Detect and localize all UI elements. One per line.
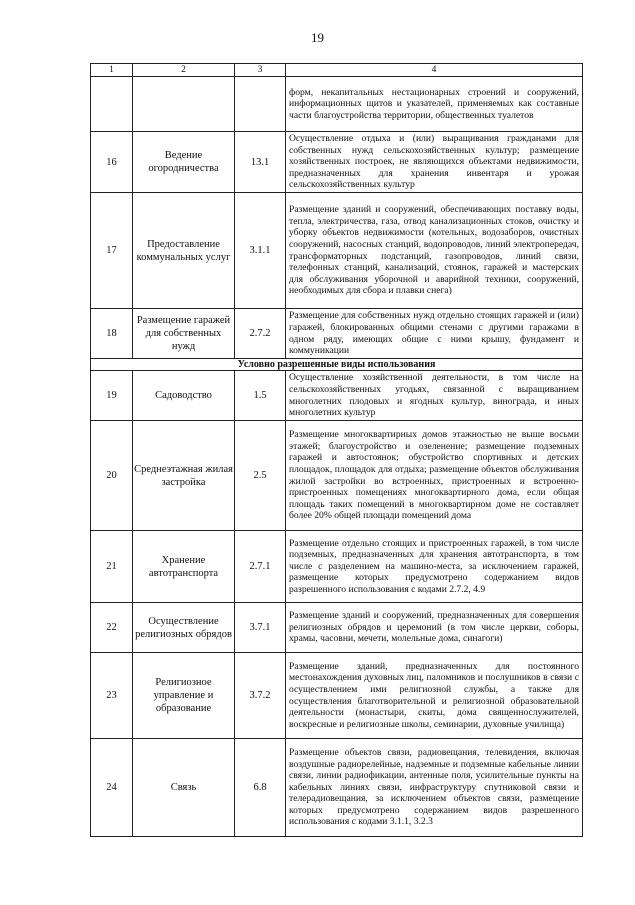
row-number: 18 — [91, 309, 133, 359]
row-code: 6.8 — [235, 739, 286, 837]
land-use-table — [90, 63, 583, 837]
row-description: Осуществление отдыха и (или) выращивания гражданами для собственных нужд сельскохозяйственных культур; размещение хозяйственных построек, не являющихся объектами недвижимости, предназначенных для хранения инвентаря и урожая сельскохозяйственных культур — [286, 132, 583, 193]
row-number: 22 — [91, 603, 133, 653]
row-code: 3.7.2 — [235, 653, 286, 739]
table-header-row — [91, 64, 583, 77]
table-row — [91, 653, 583, 739]
table-row — [91, 371, 583, 421]
row-number: 23 — [91, 653, 133, 739]
row-use-name: Садоводство — [133, 371, 235, 421]
row-number: 21 — [91, 531, 133, 603]
row-code: 13.1 — [235, 132, 286, 193]
table-row — [91, 739, 583, 837]
row-use-name: Осуществление религиозных обрядов — [133, 603, 235, 653]
row-use-name: Ведение огородничества — [133, 132, 235, 193]
table-row-continuation — [91, 77, 583, 132]
continuation-description: форм, некапитальных нестационарных строений и сооружений, информационных щитов и указателей, применяемых как составные части благоустройства территории, общественных туалетов — [286, 77, 583, 132]
page-number: 19 — [311, 30, 324, 45]
section-title: Условно разрешенные виды использования — [91, 359, 583, 371]
table-row — [91, 531, 583, 603]
table-row — [91, 421, 583, 531]
row-number: 20 — [91, 421, 133, 531]
row-number: 19 — [91, 371, 133, 421]
row-use-name: Религиозное управление и образование — [133, 653, 235, 739]
table-row — [91, 309, 583, 359]
header-col-2: 2 — [133, 64, 235, 77]
row-description: Размещение многоквартирных домов этажностью не выше восьми этажей; благоустройство и озеленение; размещение подземных гаражей и автостоянок; обустройство спортивных и детских площадок, площадок для отдыха; размещение объектов обслуживания жилой застройки во встроенных, пристроенных и встроенно-пристроенных помещениях многоквартирного дома, если общая площадь таких помещений в многоквартирном доме не составляет более 20% общей площади помещений дома — [286, 421, 583, 531]
row-description: Размещение для собственных нужд отдельно стоящих гаражей и (или) гаражей, блокированных общими стенами с другими гаражами в одном ряду, имеющих общие с ними крышу, фундамент и коммуникации — [286, 309, 583, 359]
row-description: Размещение зданий и сооружений, предназначенных для совершения религиозных обрядов и церемоний (в том числе церкви, соборы, храмы, часовни, мечети, молельные дома, синагоги) — [286, 603, 583, 653]
row-use-name: Размещение гаражей для собственных нужд — [133, 309, 235, 359]
row-use-name: Хранение автотранспорта — [133, 531, 235, 603]
table-row — [91, 132, 583, 193]
row-use-name: Среднеэтажная жилая застройка — [133, 421, 235, 531]
row-code: 3.1.1 — [235, 193, 286, 309]
table-row — [91, 603, 583, 653]
row-description: Размещение объектов связи, радиовещания, телевидения, включая воздушные радиорелейные, надземные и подземные кабельные линии связи, линии радиофикации, антенные поля, усилительные пункты на кабельных линиях связи, инфраструктуру спутниковой связи и телерадиовещания, за исключением объектов связи, размещение которых предусмотрено содержанием видов разрешенного использования с кодами 3.1.1, 3.2.3 — [286, 739, 583, 837]
row-description: Осуществление хозяйственной деятельности, в том числе на сельскохозяйственных угодьях, связанной с выращиванием многолетних плодовых и ягодных культур, винограда, и иных многолетних культур — [286, 371, 583, 421]
row-description: Размещение зданий и сооружений, обеспечивающих поставку воды, тепла, электричества, газа, отвод канализационных стоков, очистку и уборку объектов недвижимости (котельных, водозаборов, очистных сооружений, насосных станций, водопроводов, линий электропередач, трансформаторных подстанций, газопроводов, линий связи, телефонных станций, канализаций, стоянок, гаражей и мастерских для обслуживания уборочной и аварийной техники, сооружений, необходимых для сбора и плавки снега) — [286, 193, 583, 309]
row-use-name: Связь — [133, 739, 235, 837]
table-row — [91, 193, 583, 309]
row-code: 1.5 — [235, 371, 286, 421]
section-header-row — [91, 359, 583, 371]
row-number: 17 — [91, 193, 133, 309]
row-number: 24 — [91, 739, 133, 837]
row-number: 16 — [91, 132, 133, 193]
row-description: Размещение зданий, предназначенных для постоянного местонахождения духовных лиц, паломников и послушников в связи с осуществлением ими религиозной службы, а также для осуществления благотворительной и религиозной образовательной деятельности (монастыри, скиты, дома священнослужителей, воскресные и религиозные школы, семинарии, духовные училища) — [286, 653, 583, 739]
row-code: 2.5 — [235, 421, 286, 531]
row-code: 2.7.2 — [235, 309, 286, 359]
header-col-4: 4 — [286, 64, 583, 77]
header-col-3: 3 — [235, 64, 286, 77]
header-col-1: 1 — [91, 64, 133, 77]
row-code: 3.7.1 — [235, 603, 286, 653]
row-code: 2.7.1 — [235, 531, 286, 603]
row-use-name: Предоставление коммунальных услуг — [133, 193, 235, 309]
row-description: Размещение отдельно стоящих и пристроенных гаражей, в том числе подземных, предназначенных для хранения автотранспорта, в том числе с разделением на машино-места, за исключением гаражей, размещение которых предусмотрено содержанием видов разрешенного использования с кодами 2.7.2, 4.9 — [286, 531, 583, 603]
